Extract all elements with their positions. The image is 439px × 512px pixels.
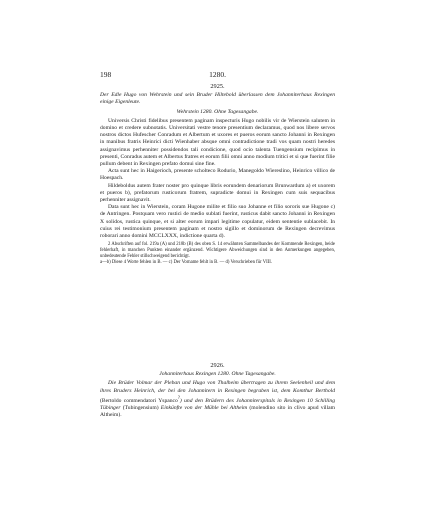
document-2926: [100, 362, 335, 419]
regest-part: (Bertoldo commendatori Yspanco: [100, 397, 178, 404]
document-number: 2926.: [210, 362, 225, 369]
document-2925: [100, 83, 335, 266]
document-regest: Der Edle Hugo von Wehrstein und sein Bruder Hiltebold überlassen dem Johanniterhaus Rexingen einige Eigenleute.: [100, 92, 335, 106]
page-number: 198: [100, 70, 112, 79]
regest-part: ) und den Brüdern des Johanniterspitals in Rexingen 10 Schilling Tübinger: [100, 397, 335, 411]
footnotes: a—b) Diese 4 Worte fehlen in B. — c) Der Vorname fehlt in B. — d) Verschrieben für VIII.: [100, 259, 272, 265]
charter-paragraph: Universis Christi fidelibus presentem paginam inspecturis Hugo nobilis vir de Wierstein salutem in domino et credere subnotatis. Universitati vestre tenore presentium declaramus, quod nos libere servos nostros dictos Hufescher Conradum et Albertum et uxores et pueros eorum sancto Johanni in Rexingen in manibus fratris Heinrici dicti Wienhaber absque omni contradictione tradi vos quam nostri heredes assignavimus perhenniter possidendos tali condicione, quod ocio talenta Tuengensium recipimus in presenti, Conradus autem et Albertus fratres et eorum filii omni anno modium tritici et si que fuerint filie pullum debent in Rexingen prefato domui sine fine.: [100, 117, 335, 168]
regest-part: (molendino sito in clivo apud villam Altheim).: [100, 404, 335, 419]
charter-paragraph: Data sunt hec in Wierstein, coram Hugone milite et filio suo Johanne et filio sororis sue Hugone c) de Antringen. Postquam vero rustici de medio sublati fuerint, rusticus dabit sancto Johanni in Rexingen X solidos, rustica quinque, et si alter eorum impari legitime copulatur, eidem sententie sublacebit. In cuius rei testimonium presentem paginam et nostro sigillo et dominorum de Rexingen decrevimus roborari anno domini MCCLXXX, indictione quarta d).: [100, 204, 335, 240]
regest-part: Einkünfte von der Mühle bei Altheim: [160, 404, 248, 411]
document-regest: [100, 380, 335, 419]
regest-part: Die Brüder Volmar der Pleban und Hugo von Thalheim übertragen zu ihrem Seelenheil und dem ihres Bruders Heinrich, der bei den Johannitern in Rexingen begraben ist, dem Komthur Berthold: [100, 380, 335, 394]
header-year: 1280.: [209, 70, 226, 79]
charter-paragraph: Acta sunt hec in Haigerioch, presente scholteco Rodurio, Manegoldo Wiereslino, Heinrico villico de Hoespach.: [100, 168, 335, 182]
document-number: 2925.: [210, 83, 225, 90]
document-source-line: Johanniterhaus Rexingen 1280. Ohne Tagesangabe.: [159, 371, 276, 378]
source-note: 2 Abschriften auf fol. 219a (A) und 218b (B) des oben S. 14 erwähnten Sammelbandes der Kommende Rexingen, beide fehlerhaft, in manchen Punkten einander ergänzend. Wichtigere Abweichungen sind in den Anmerkungen angegeben, unbedeutende Fehler stillschweigend berichtigt.: [100, 242, 335, 260]
regest-part: ?: [177, 395, 180, 401]
charter-paragraph: Hildeboldus autem frater noster pro quinque libris eorundem denariorum Brunwardum a) et uxorem et pueros b), prefatorum rusticorum fratrem, supradicte domui in Rexingen cum suis sequacibus perhenniter assignavit.: [100, 182, 335, 204]
document-source-line: Wehrstein 1280. Ohne Tagesangabe.: [176, 108, 259, 115]
running-header: [100, 70, 335, 80]
regest-part: (Tubingensium): [120, 404, 161, 411]
